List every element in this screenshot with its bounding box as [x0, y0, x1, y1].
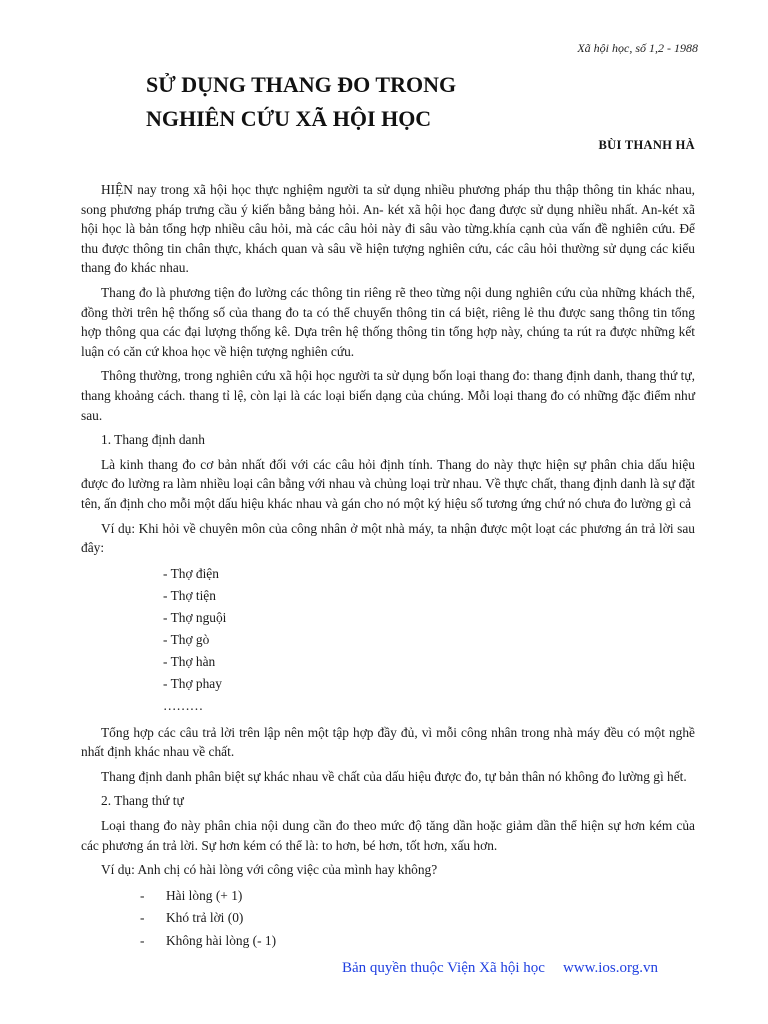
list-item — [81, 885, 695, 908]
list-item — [81, 930, 695, 953]
paragraph-nominal-summary: Tổng hợp các câu trả lời trên lập nên một tập hợp đầy đủ, vì mỗi công nhân trong nhà máy đều có một nghề nhất định khác nhau về chất. — [81, 724, 695, 760]
list-item: - Thợ hàn — [163, 653, 216, 669]
paragraph-example-occupation: Ví dụ: Khi hỏi về chuyên môn của công nhân ở một nhà máy, ta nhận được một loạt các phương án trả lời sau đây: — [81, 520, 695, 556]
list-item-text: Không hài lòng (- 1) — [166, 932, 277, 948]
list-item-text: Khó trả lời (0) — [166, 910, 244, 926]
paragraph-intro: HIỆN nay trong xã hội học thực nghiệm người ta sử dụng nhiều phương pháp thu thập thông tin khác nhau, song phương pháp trưng cầu ý kiến bằng bảng hỏi. An- két xã hội học đang được sử dụng nhiều nhất. An-két xã hội học là bản tổng hợp nhiều câu hỏi, mà các câu hỏi này đi sâu vào từng.khía cạnh của vấn đề nghiên cứu. Để thu được thông tin chân thực, khách quan và sâu về hiện tượng nghiên cứu, các câu hỏi thường sử dụng các kiểu thang đo khác nhau. — [81, 182, 695, 276]
author-name: BÙI THANH HÀ — [598, 138, 695, 152]
paragraph-nominal-definition: Là kinh thang đo cơ bản nhất đối với các câu hỏi định tính. Thang do này thực hiện sự phân chia dấu hiệu được đo lường ra làm nhiều loại cân bằng với nhau và chủng loại trừ nhau. Về thực chất, thang định danh là sự đặt tên, ấn định cho mỗi một dấu hiệu khác nhau và gán cho nó một ký hiệu số tương ứng chứ nó chưa đo lường gì cả — [81, 456, 695, 511]
satisfaction-list — [81, 885, 695, 953]
list-item — [81, 907, 695, 930]
journal-reference: Xã hội học, số 1,2 - 1988 — [577, 41, 698, 55]
list-item: - Thợ điện — [163, 565, 219, 581]
occupation-list — [81, 563, 695, 717]
list-item: - Thợ phay — [163, 675, 222, 691]
copyright-text: Bản quyền thuộc Viện Xã hội học — [342, 960, 545, 976]
list-item: - Thợ tiện — [163, 587, 216, 603]
paragraph-ordinal-definition: Loại thang đo này phân chia nội dung cần đo theo mức độ tăng dần hoặc giảm dần thể hiện sự hơn kém của các phương án trả lời. Sự hơn kém có thể là: to hơn, bé hơn, tốt hơn, xấu hơn. — [81, 818, 695, 853]
article-title — [146, 68, 456, 136]
paragraph-nominal-distinction: Thang định danh phân biệt sự khác nhau về chất của dấu hiệu được đo, tự bản thân nó không đo lường gì hết. — [101, 768, 687, 784]
section-heading-nominal: 1. Thang định danh — [101, 432, 205, 448]
list-item-text: Hài lòng (+ 1) — [166, 887, 243, 903]
list-item: - Thợ gò — [163, 631, 210, 647]
list-dash: - — [140, 887, 145, 903]
paragraph-example-satisfaction: Ví dụ: Anh chị có hài lòng với công việc của mình hay không? — [101, 862, 438, 878]
title-line-2: NGHIÊN CỨU XÃ HỘI HỌC — [146, 106, 432, 131]
paragraph-scale-types: Thông thường, trong nghiên cứu xã hội học người ta sử dụng bốn loại thang đo: thang định danh, thang thứ tự, thang khoảng cách. thang tỉ lệ, còn lại là các loại biến dạng của chúng. Mỗi loại thang đo có những đặc điểm như sau. — [81, 368, 695, 423]
title-line-1: SỬ DỤNG THANG ĐO TRONG — [146, 72, 457, 97]
list-item: - Thợ nguội — [163, 609, 227, 625]
list-dash: - — [140, 932, 145, 948]
section-heading-ordinal: 2. Thang thứ tự — [101, 793, 184, 809]
list-dash: - — [140, 910, 145, 926]
article-body — [81, 180, 695, 956]
paragraph-scale-definition: Thang đo là phương tiện đo lường các thông tin riêng rẽ theo từng nội dung nghiên cứu của những khách thể, đồng thời trên hệ thống số của thang đo ta có thể chuyển thông tin cá biệt, riêng lẻ thu được sang thông tin tổng hợp thông qua các đại lượng thống kê. Dựa trên hệ thống thông tin tổng hợp này, chúng ta rút ra được những kết luận có căn cứ khoa học về hiện tượng nghiên cứu. — [81, 284, 695, 359]
footer-copyright — [342, 960, 658, 977]
list-item: ……… — [163, 697, 204, 713]
website-link[interactable]: www.ios.org.vn — [562, 960, 658, 976]
